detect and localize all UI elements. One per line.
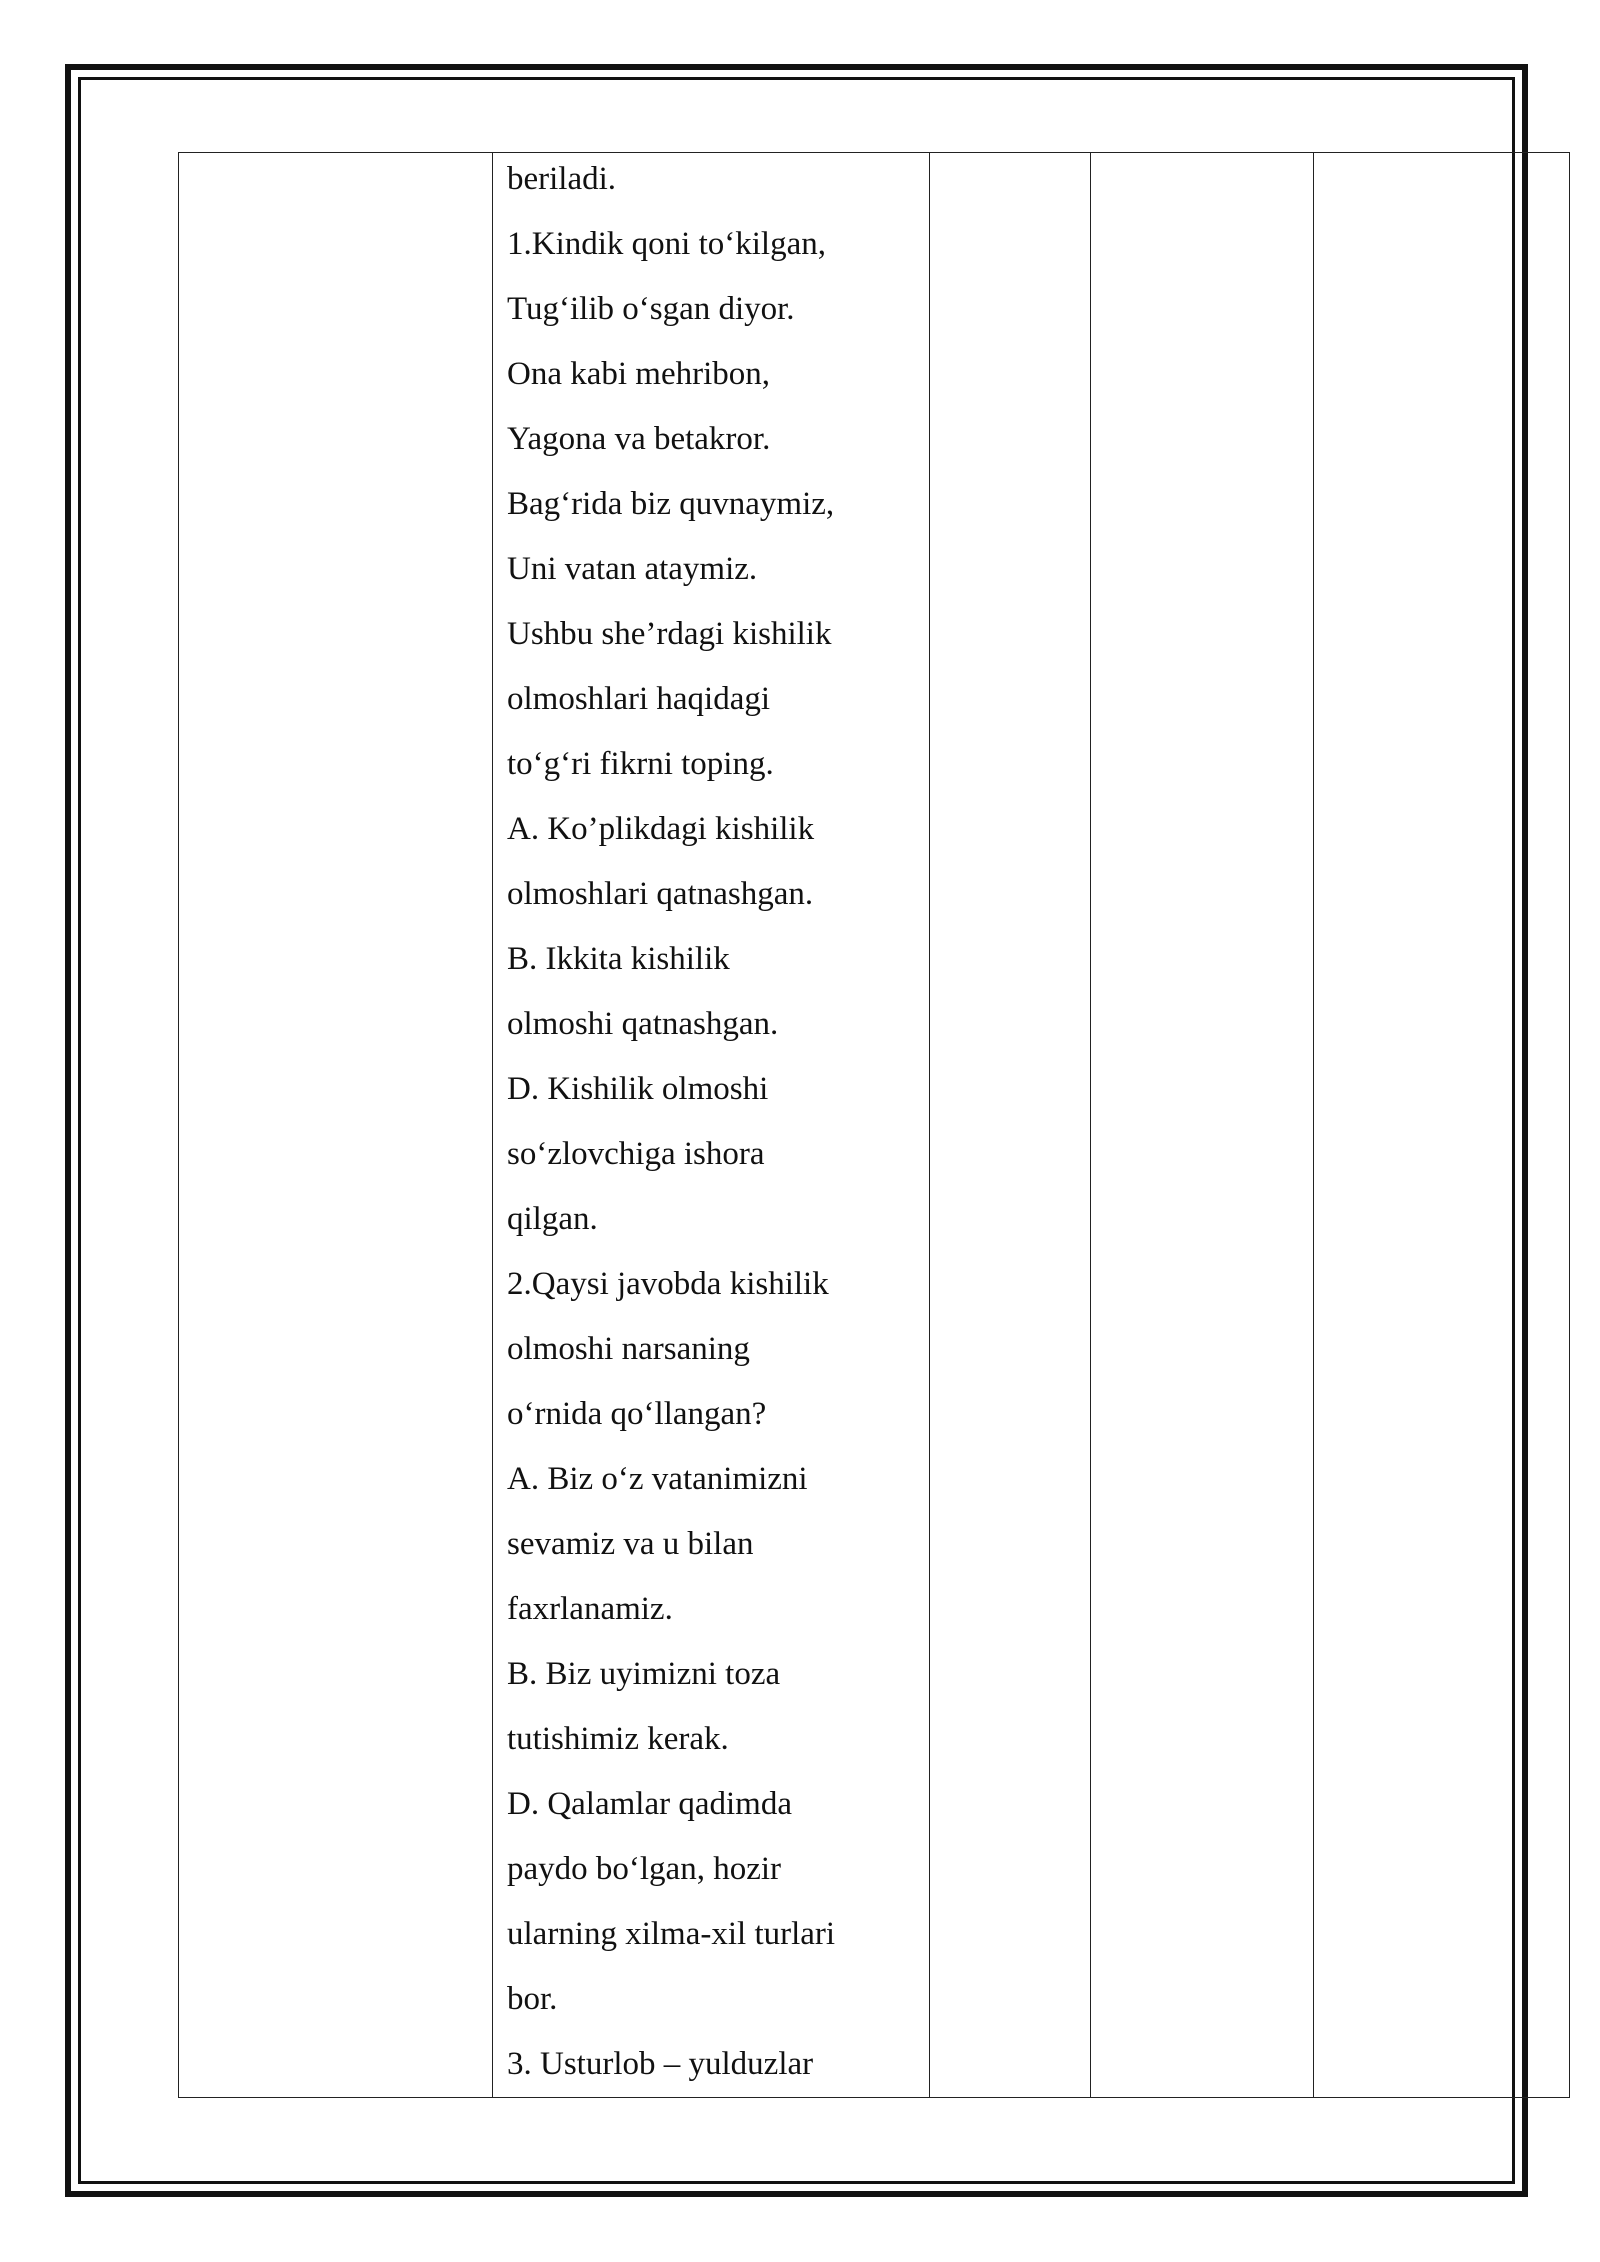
table-cell-text (493, 153, 930, 2098)
text-line: qilgan. (507, 1201, 598, 1237)
text-line: D. Kishilik olmoshi (507, 1071, 769, 1107)
text-line: bor. (507, 1981, 558, 2017)
text-line: beriladi. (507, 161, 617, 197)
lesson-table (178, 152, 1570, 2098)
text-line: B. Biz uyimizni toza (507, 1656, 781, 1692)
text-line: A. Ko’plikdagi kishilik (507, 811, 815, 847)
text-line: to‘g‘ri fikrni toping. (507, 746, 774, 782)
text-line: paydo bo‘lgan, hozir (507, 1851, 782, 1887)
text-line: 3. Usturlob – yulduzlar (507, 2046, 814, 2082)
text-line: tutishimiz kerak. (507, 1721, 729, 1757)
text-line: 1.Kindik qoni to‘kilgan, (507, 226, 826, 262)
text-line: Tug‘ilib o‘sgan diyor. (507, 291, 795, 327)
text-line: Uni vatan ataymiz. (507, 551, 758, 587)
text-line: Yagona va betakror. (507, 421, 771, 457)
table-cell-empty-4 (1091, 153, 1314, 2098)
text-line: sevamiz va u bilan (507, 1526, 754, 1562)
text-line: 2.Qaysi javobda kishilik (507, 1266, 829, 1302)
text-line: Ona kabi mehribon, (507, 356, 771, 392)
table-cell-empty-5 (1314, 153, 1570, 2098)
text-line: o‘rnida qo‘llangan? (507, 1396, 767, 1432)
text-line: Bag‘rida biz quvnaymiz, (507, 486, 835, 522)
text-line: olmoshlari haqidagi (507, 681, 771, 717)
table-cell-empty-3 (930, 153, 1091, 2098)
text-line: olmoshlari qatnashgan. (507, 876, 814, 912)
text-line: faxrlanamiz. (507, 1591, 673, 1627)
text-line: olmoshi narsaning (507, 1331, 750, 1367)
table-row (179, 153, 1570, 2098)
text-line: D. Qalamlar qadimda (507, 1786, 792, 1822)
text-line: ularning xilma-xil turlari (507, 1916, 836, 1952)
text-line: B. Ikkita kishilik (507, 941, 730, 977)
table-cell-empty-1 (179, 153, 493, 2098)
text-line: Ushbu she’rdagi kishilik (507, 616, 832, 652)
text-line: olmoshi qatnashgan. (507, 1006, 779, 1042)
text-line: so‘zlovchiga ishora (507, 1136, 765, 1172)
text-line: A. Biz o‘z vatanimizni (507, 1461, 808, 1497)
